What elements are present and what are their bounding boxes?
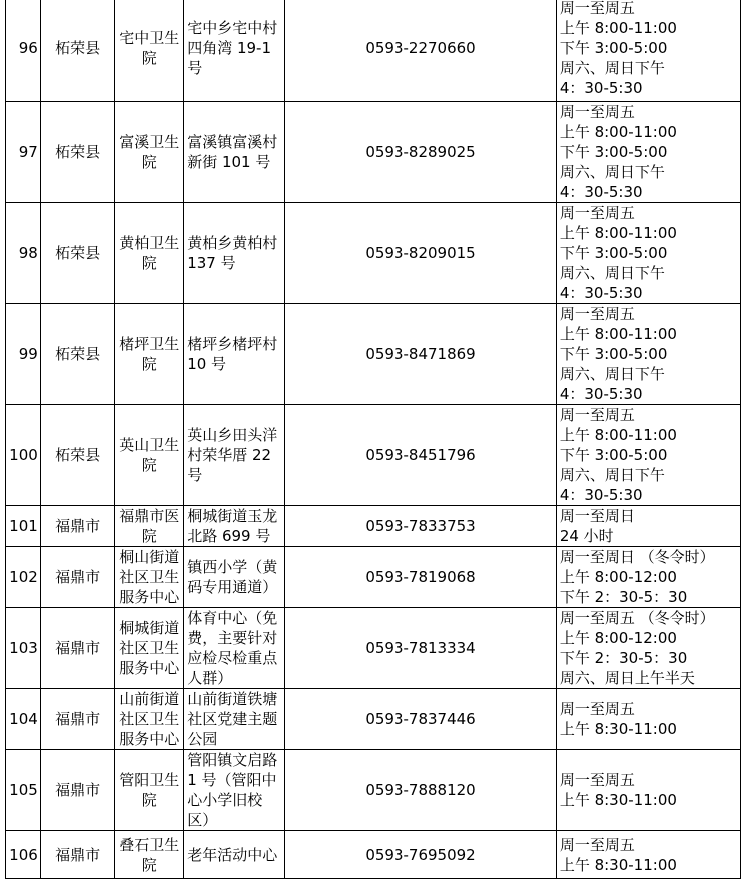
hours-line: 上午 8:00-11:00 [559, 426, 677, 444]
hours-line: 周一至周五 （冬令时） [559, 609, 715, 627]
phone-cell: 0593-8451796 [285, 405, 557, 506]
county-cell: 柘荣县 [40, 102, 115, 203]
hours-line: 周一至周五 [559, 700, 635, 718]
hours-line: 周一至周五 [559, 835, 635, 854]
hours-line: 周一至周五 [559, 103, 635, 121]
table-row [6, 405, 741, 506]
phone-cell: 0593-7833753 [285, 506, 557, 547]
hours-line: 周一至周五 [559, 204, 635, 222]
institution-cell: 管阳卫生院 [115, 750, 184, 831]
hours-line: 4：30-5:30 [559, 79, 643, 97]
hours-cell [556, 831, 740, 879]
institution-cell: 山前街道社区卫生服务中心 [115, 689, 184, 750]
address-cell: 山前街道铁塘社区党建主题公园 [184, 689, 285, 750]
hours-line: 周一至周五 [559, 771, 635, 789]
hours-line: 上午 8:00-12:00 [559, 568, 677, 586]
address-cell: 老年活动中心 [184, 831, 285, 879]
table-row [6, 689, 741, 750]
hours-cell [556, 689, 740, 750]
institution-cell: 福鼎市医院 [115, 506, 184, 547]
phone-cell: 0593-7888120 [285, 750, 557, 831]
hours-cell [556, 405, 740, 506]
institution-cell: 英山卫生院 [115, 405, 184, 506]
county-cell: 福鼎市 [40, 831, 115, 879]
county-cell: 柘荣县 [40, 0, 115, 102]
table-row [6, 750, 741, 831]
hours-cell [556, 506, 740, 547]
address-cell: 宅中乡宅中村四角湾 19-1号 [184, 0, 285, 102]
row-number: 97 [6, 102, 41, 203]
hours-line: 4：30-5:30 [559, 486, 643, 504]
hours-line: 下午 2：30-5：30 [559, 588, 688, 606]
hours-line: 周六、周日下午 [559, 163, 665, 181]
hours-cell [556, 102, 740, 203]
address-cell: 楮坪乡楮坪村 10 号 [184, 304, 285, 405]
hours-line: 上午 8:30-11:00 [559, 855, 677, 874]
hours-line: 周一至周日 [559, 507, 635, 525]
row-number: 104 [6, 689, 41, 750]
county-cell: 福鼎市 [40, 689, 115, 750]
institution-cell: 富溪卫生院 [115, 102, 184, 203]
hours-line: 4：30-5:30 [559, 284, 643, 302]
hours-line: 下午 3:00-5:00 [559, 39, 668, 57]
hours-line: 4：30-5:30 [559, 183, 643, 201]
phone-cell: 0593-7695092 [285, 831, 557, 879]
institution-cell: 叠石卫生院 [115, 831, 184, 879]
table-row [6, 547, 741, 608]
table-row [6, 506, 741, 547]
row-number: 105 [6, 750, 41, 831]
table-row [6, 0, 741, 102]
phone-cell: 0593-8471869 [285, 304, 557, 405]
hours-line: 下午 3:00-5:00 [559, 446, 668, 464]
phone-cell: 0593-7819068 [285, 547, 557, 608]
county-cell: 福鼎市 [40, 547, 115, 608]
phone-cell: 0593-7813334 [285, 608, 557, 689]
county-cell: 柘荣县 [40, 405, 115, 506]
hours-line: 周一至周五 [559, 406, 635, 424]
hours-line: 下午 3:00-5:00 [559, 244, 668, 262]
institution-cell: 黄柏卫生院 [115, 203, 184, 304]
hours-line: 上午 8:00-11:00 [559, 123, 677, 141]
hours-line: 4：30-5:30 [559, 385, 643, 403]
table-row [6, 831, 741, 879]
address-cell: 英山乡田头洋村荣华厝 22 号 [184, 405, 285, 506]
row-number: 100 [6, 405, 41, 506]
county-cell: 柘荣县 [40, 203, 115, 304]
institution-cell: 楮坪卫生院 [115, 304, 184, 405]
hours-line: 上午 8:00-11:00 [559, 224, 677, 242]
hours-line: 上午 8:30-11:00 [559, 720, 677, 738]
county-cell: 福鼎市 [40, 608, 115, 689]
hours-cell [556, 547, 740, 608]
hours-line: 上午 8:00-11:00 [559, 19, 677, 37]
row-number: 101 [6, 506, 41, 547]
clinic-table [5, 0, 741, 879]
institution-cell: 桐城街道社区卫生服务中心 [115, 608, 184, 689]
phone-cell: 0593-8289025 [285, 102, 557, 203]
hours-line: 周六、周日下午 [559, 264, 665, 282]
table-row [6, 203, 741, 304]
hours-line: 下午 2：30-5：30 [559, 649, 688, 667]
hours-line: 上午 8:00-11:00 [559, 325, 677, 343]
row-number: 106 [6, 831, 41, 879]
county-cell: 福鼎市 [40, 750, 115, 831]
table-row [6, 608, 741, 689]
address-cell: 桐城街道玉龙北路 699 号 [184, 506, 285, 547]
hours-cell [556, 0, 740, 102]
table-row [6, 304, 741, 405]
phone-cell: 0593-2270660 [285, 0, 557, 102]
phone-cell: 0593-8209015 [285, 203, 557, 304]
hours-line: 下午 3:00-5:00 [559, 143, 668, 161]
hours-cell [556, 608, 740, 689]
hours-cell [556, 304, 740, 405]
hours-line: 下午 3:00-5:00 [559, 345, 668, 363]
hours-line: 周一至周日 （冬令时） [559, 548, 715, 566]
hours-line: 周六、周日下午 [559, 466, 665, 484]
county-cell: 福鼎市 [40, 506, 115, 547]
hours-line: 上午 8:30-11:00 [559, 791, 677, 809]
address-cell: 富溪镇富溪村新街 101 号 [184, 102, 285, 203]
address-cell: 管阳镇文启路 1 号（管阳中心小学旧校区） [184, 750, 285, 831]
row-number: 102 [6, 547, 41, 608]
institution-cell: 宅中卫生院 [115, 0, 184, 102]
hours-line: 周六、周日上午半天 [559, 669, 695, 687]
county-cell: 柘荣县 [40, 304, 115, 405]
institution-cell: 桐山街道社区卫生服务中心 [115, 547, 184, 608]
row-number: 99 [6, 304, 41, 405]
phone-cell: 0593-7837446 [285, 689, 557, 750]
hours-cell [556, 203, 740, 304]
row-number: 98 [6, 203, 41, 304]
hours-line: 周六、周日下午 [559, 59, 665, 77]
row-number: 103 [6, 608, 41, 689]
address-cell: 体育中心（免费，主要针对应检尽检重点人群） [184, 608, 285, 689]
address-cell: 镇西小学（黄码专用通道） [184, 547, 285, 608]
address-cell: 黄柏乡黄柏村 137 号 [184, 203, 285, 304]
hours-line: 周六、周日下午 [559, 365, 665, 383]
hours-line: 周一至周五 [559, 0, 635, 17]
table-row [6, 102, 741, 203]
row-number: 96 [6, 0, 41, 102]
hours-cell [556, 750, 740, 831]
hours-line: 24 小时 [559, 527, 614, 545]
hours-line: 上午 8:00-12:00 [559, 629, 677, 647]
hours-line: 周一至周五 [559, 305, 635, 323]
